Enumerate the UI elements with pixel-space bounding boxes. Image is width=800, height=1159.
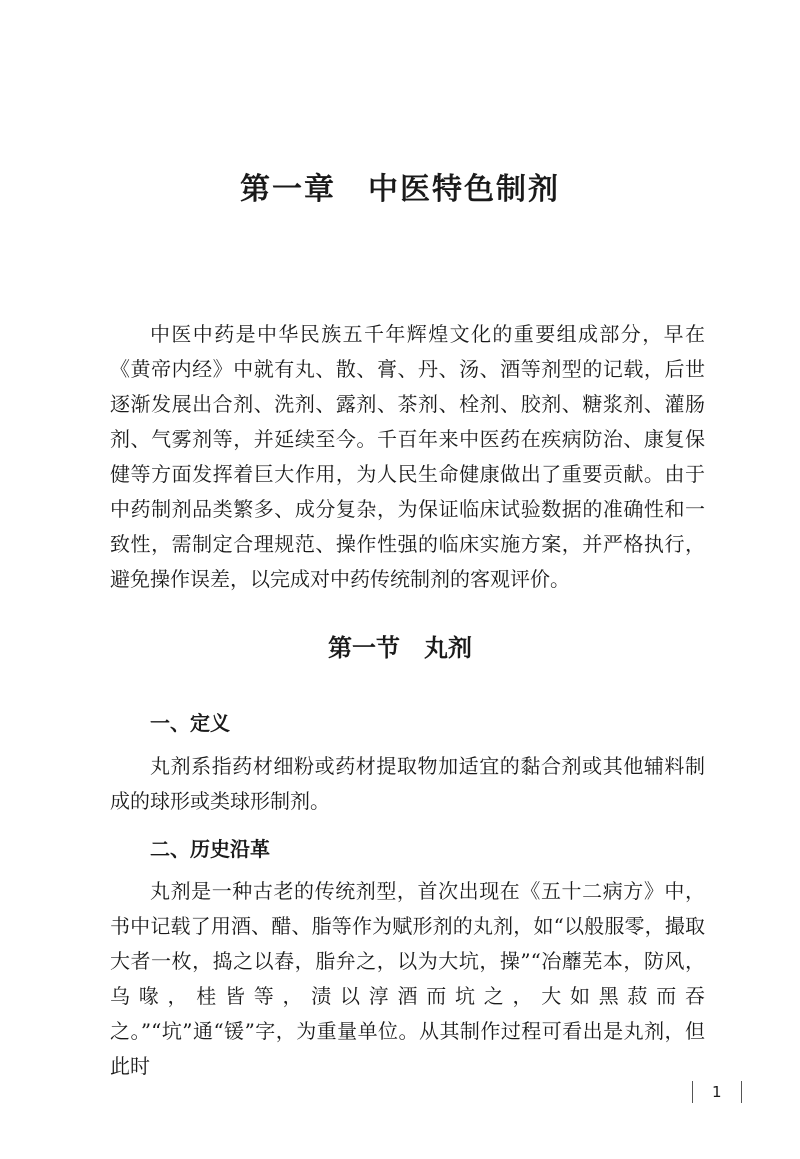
- history-heading: 二、历史沿革: [150, 837, 270, 861]
- page-number: 1: [712, 1083, 722, 1101]
- page-number-folio: [692, 1080, 742, 1104]
- definition-paragraph: 丸剂系指药材细粉或药材提取物加适宜的黏合剂或其他辅料制成的球形或类球形制剂。: [110, 754, 705, 813]
- intro-paragraph: 中医中药是中华民族五千年辉煌文化的重要组成部分，早在《黄帝内经》中就有丸、散、膏、丹、汤、酒等剂型的记载，后世逐渐发展出合剂、洗剂、露剂、茶剂、栓剂、胶剂、糖浆剂、灌肠剂、气雾剂等，并延续至今。千百年来中医药在疾病防治、康复保健等方面发挥着巨大作用，为人民生命健康做出了重要贡献。由于中药制剂品类繁多、成分复杂，为保证临床试验数据的准确性和一致性，需制定合理规范、操作性强的临床实施方案，并严格执行，避免操作误差，以完成对中药传统制剂的客观评价。: [110, 322, 705, 591]
- chapter-title: 第一章 中医特色制剂: [240, 172, 560, 207]
- definition-heading: 一、定义: [150, 711, 230, 735]
- section-title: 第一节 丸剂: [328, 633, 472, 662]
- folio-right-divider: [741, 1081, 742, 1103]
- history-paragraph: 丸剂是一种古老的传统剂型，首次出现在《五十二病方》中，书中记载了用酒、醋、脂等作为赋形剂的丸剂，如“以般服零，撮取大者一枚，捣之以舂，脂弁之，以为大坑，操”“冶蘼芜本，防风，乌喙，桂皆等，渍以淳酒而坑之，大如黑菽而吞之。”“坑”通“锾”字，为重量单位。从其制作过程可看出是丸剂，但此时: [110, 879, 705, 1078]
